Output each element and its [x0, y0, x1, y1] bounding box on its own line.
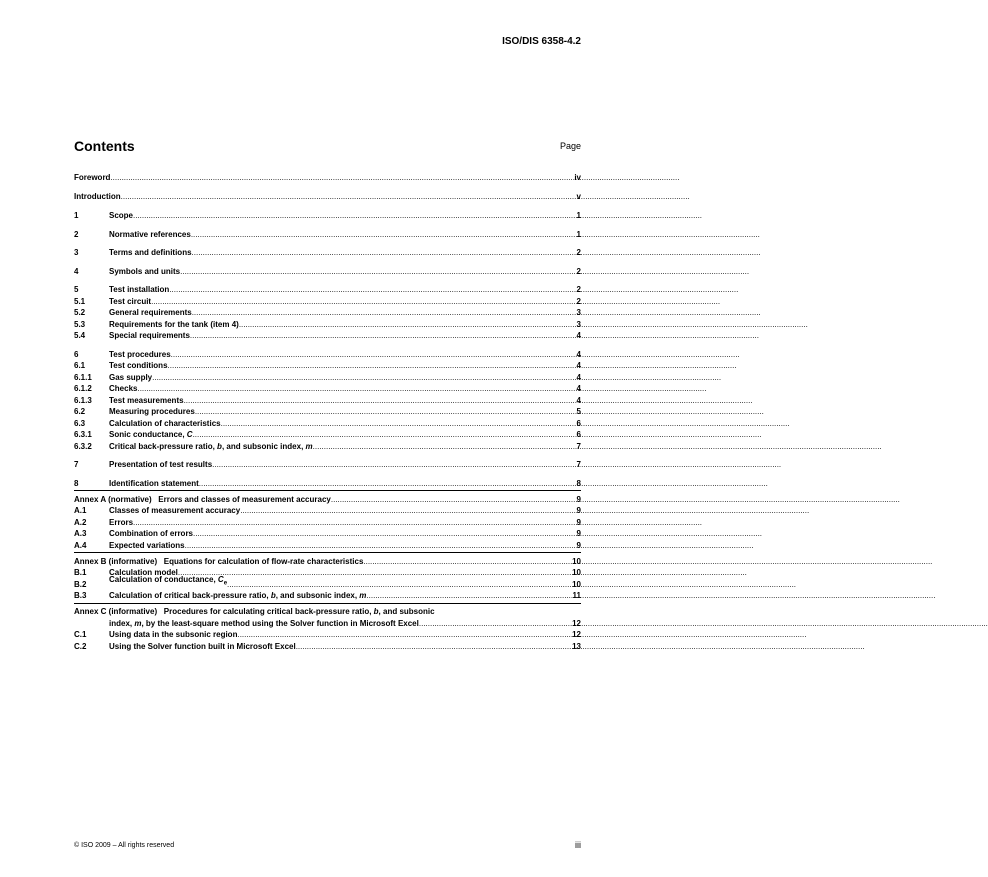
- toc-page: 2: [576, 296, 581, 306]
- toc-number: 2: [74, 229, 79, 239]
- toc-page: 9: [576, 529, 581, 538]
- toc-page: 6: [576, 430, 581, 439]
- toc-page: 3: [576, 308, 581, 317]
- toc-page: 3: [576, 319, 581, 329]
- toc-entry-c-1[interactable]: [74, 629, 581, 641]
- table-of-contents: [74, 172, 581, 652]
- toc-number: 6.2: [74, 407, 86, 416]
- annex-divider: [74, 490, 581, 491]
- toc-label: Using data in the subsonic region: [109, 630, 238, 639]
- toc-page: 5: [576, 407, 581, 416]
- toc-number: 6.1.1: [74, 372, 92, 382]
- toc-entry-6-2[interactable]: [74, 406, 581, 418]
- toc-page: 2: [576, 285, 581, 294]
- toc-entry-6[interactable]: [74, 349, 581, 361]
- toc-number: B.1: [74, 568, 87, 577]
- toc-page: 10: [572, 568, 581, 577]
- toc-label: Test installation: [109, 285, 170, 294]
- toc-page: 12: [572, 630, 581, 639]
- toc-number: 6.3: [74, 418, 86, 428]
- toc-number: 3: [74, 248, 79, 257]
- toc-number: C.2: [74, 641, 87, 651]
- toc-number: C.1: [74, 630, 87, 639]
- toc-entry-a-4[interactable]: [74, 540, 581, 552]
- toc-page: 12: [572, 618, 581, 628]
- toc-entry-6-1-2[interactable]: [74, 383, 581, 395]
- toc-entry-5-4[interactable]: [74, 330, 581, 342]
- toc-number: 5: [74, 285, 79, 294]
- toc-label: Test measurements: [109, 395, 184, 405]
- toc-entry-6-3-1[interactable]: [74, 429, 581, 441]
- toc-entry-7[interactable]: [74, 459, 581, 471]
- toc-label: Introduction: [74, 191, 121, 201]
- toc-page: 8: [576, 478, 581, 488]
- toc-page: 4: [576, 349, 581, 359]
- toc-entry-b-3[interactable]: [74, 590, 581, 602]
- toc-page: 4: [576, 372, 581, 382]
- toc-number: 1: [74, 211, 79, 220]
- toc-label: General requirements: [109, 308, 192, 317]
- toc-number: A.3: [74, 529, 87, 538]
- toc-entry-a-2[interactable]: [74, 517, 581, 529]
- toc-entry-5-2[interactable]: [74, 307, 581, 319]
- toc-label: Test circuit: [109, 296, 152, 306]
- toc-label: Scope: [109, 211, 134, 220]
- toc-entry-annex-c-line1[interactable]: [74, 606, 581, 618]
- toc-entry-annex-a[interactable]: [74, 493, 581, 505]
- toc-number: A.4: [74, 540, 87, 550]
- toc-label: Annex B (informative) Equations for calculation of flow-rate characteristics: [74, 556, 364, 566]
- toc-entry-6-1[interactable]: [74, 360, 581, 372]
- toc-number: 5.1: [74, 296, 86, 306]
- document-id: ISO/DIS 6358-4.2: [502, 36, 581, 47]
- toc-entry-6-1-3[interactable]: [74, 395, 581, 407]
- toc-entry-6-1-1[interactable]: [74, 372, 581, 384]
- copyright-notice: © ISO 2009 – All rights reserved: [74, 842, 175, 849]
- toc-page: 6: [576, 418, 581, 428]
- toc-label: Identification statement: [109, 478, 199, 488]
- toc-page: 7: [576, 460, 581, 469]
- toc-number: 6.1: [74, 361, 86, 370]
- toc-label: Calculation model: [109, 568, 178, 577]
- toc-page: 4: [576, 361, 581, 370]
- toc-page: 1: [576, 229, 581, 239]
- toc-entry-1[interactable]: [74, 210, 581, 222]
- toc-label: Normative references: [109, 229, 191, 239]
- toc-page: 2: [576, 248, 581, 257]
- page-number: iii: [575, 840, 581, 850]
- toc-page: 9: [576, 506, 581, 515]
- toc-label: Combination of errors: [109, 529, 194, 538]
- toc-entry-5-1[interactable]: [74, 296, 581, 308]
- toc-page: iv: [574, 173, 581, 182]
- toc-label: Symbols and units: [109, 266, 181, 276]
- toc-entry-8[interactable]: [74, 478, 581, 490]
- toc-label: Test procedures: [109, 349, 171, 359]
- contents-title: Contents: [74, 138, 135, 154]
- toc-number: 6: [74, 349, 79, 359]
- toc-label: Sonic conductance, C: [109, 430, 193, 439]
- toc-entry-2[interactable]: [74, 229, 581, 241]
- toc-number: 4: [74, 266, 79, 276]
- toc-number: 7: [74, 460, 79, 469]
- toc-page: 1: [576, 211, 581, 220]
- toc-entry-annex-b[interactable]: [74, 555, 581, 567]
- toc-entry-b-2[interactable]: [74, 574, 581, 591]
- toc-label: Terms and definitions: [109, 248, 192, 257]
- toc-number: 5.2: [74, 308, 86, 317]
- toc-entry-a-1[interactable]: [74, 505, 581, 517]
- toc-entry-6-3[interactable]: [74, 418, 581, 430]
- toc-entry-5[interactable]: [74, 284, 581, 296]
- annex-divider: [74, 552, 581, 553]
- toc-label: Expected variations: [109, 540, 185, 550]
- toc-page: 2: [576, 266, 581, 276]
- toc-page: 11: [572, 591, 581, 600]
- toc-label: Critical back-pressure ratio, b, and subsonic index, m: [109, 441, 313, 451]
- page-column-label: Page: [559, 141, 581, 151]
- toc-label: Requirements for the tank (item 4): [109, 319, 239, 329]
- toc-page: 4: [576, 331, 581, 340]
- toc-label: index, m, by the least-square method using the Solver function in Microsoft Excel: [109, 618, 419, 628]
- toc-number: A.2: [74, 517, 87, 527]
- toc-number: 8: [74, 478, 79, 488]
- toc-page: 9: [576, 517, 581, 527]
- toc-label: Annex A (normative) Errors and classes of measurement accuracy: [74, 494, 331, 504]
- toc-label: Foreword: [74, 173, 111, 182]
- annex-divider: [74, 603, 581, 604]
- toc-number: 5.4: [74, 331, 86, 340]
- toc-page: 4: [576, 384, 581, 393]
- toc-page: 9: [576, 494, 581, 504]
- toc-page: 4: [576, 395, 581, 405]
- toc-entry-3[interactable]: [74, 247, 581, 259]
- toc-entry-c-2[interactable]: [74, 641, 581, 653]
- toc-page: 13: [572, 641, 581, 651]
- toc-number: 6.3.2: [74, 441, 92, 451]
- toc-page: 9: [576, 540, 581, 550]
- toc-number: B.2: [74, 579, 87, 589]
- toc-number: A.1: [74, 506, 87, 515]
- toc-number: 6.3.1: [74, 430, 92, 439]
- toc-label: Annex C (informative) Procedures for calculating critical back-pressure ratio, b, and subsonic: [74, 607, 435, 616]
- toc-entry-annex-c-line2[interactable]: [74, 618, 581, 630]
- toc-label: Classes of measurement accuracy: [109, 506, 241, 515]
- toc-entry-a-3[interactable]: [74, 528, 581, 540]
- toc-number: 6.1.2: [74, 384, 92, 393]
- toc-label: Measuring procedures: [109, 407, 195, 416]
- toc-entry-4[interactable]: [74, 266, 581, 278]
- toc-label: Calculation of conductance, $C_e$: [109, 574, 228, 587]
- toc-label: Checks: [109, 384, 138, 393]
- toc-number: 6.1.3: [74, 395, 92, 405]
- toc-page: 7: [576, 441, 581, 451]
- toc-entry-5-3[interactable]: [74, 319, 581, 331]
- toc-page: 10: [572, 556, 581, 566]
- toc-label: Calculation of characteristics: [109, 418, 221, 428]
- toc-label: Test conditions: [109, 361, 168, 370]
- toc-number: 5.3: [74, 319, 86, 329]
- toc-entry-foreword[interactable]: [74, 172, 581, 184]
- toc-label: Calculation of critical back-pressure ratio, b, and subsonic index, m: [109, 591, 367, 600]
- toc-number: B.3: [74, 591, 87, 600]
- toc-label: Using the Solver function built in Microsoft Excel: [109, 641, 296, 651]
- toc-entry-6-3-2[interactable]: [74, 441, 581, 453]
- toc-label: Gas supply: [109, 372, 153, 382]
- toc-entry-introduction[interactable]: [74, 191, 581, 203]
- toc-page: v: [576, 191, 581, 201]
- toc-label: Presentation of test results: [109, 460, 213, 469]
- toc-label: Errors: [109, 517, 134, 527]
- toc-label: Special requirements: [109, 331, 190, 340]
- toc-page: 10: [572, 579, 581, 589]
